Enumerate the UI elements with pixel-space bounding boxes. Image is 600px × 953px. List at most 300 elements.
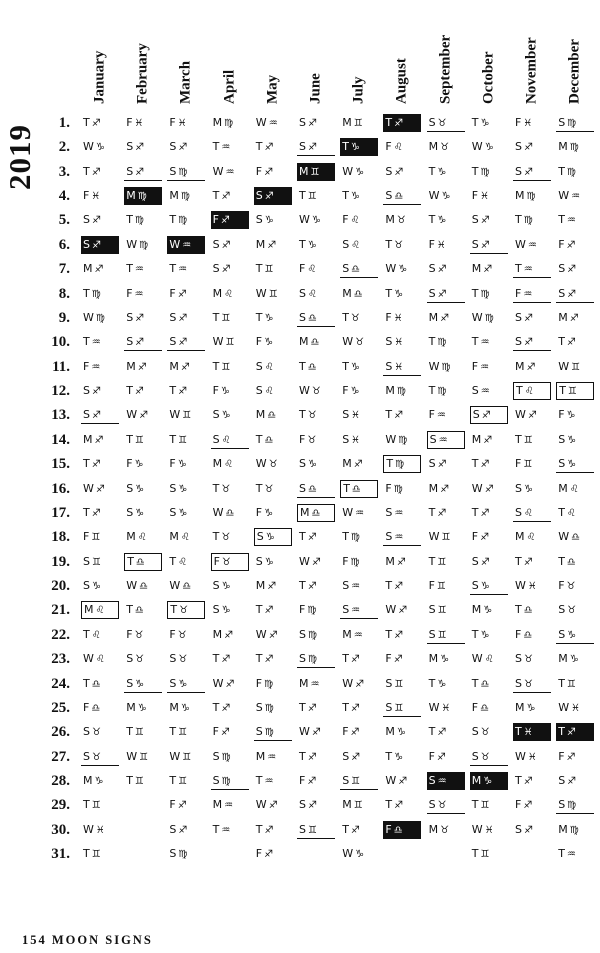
weekday-letter: T: [299, 579, 306, 593]
zodiac-sign-icon: ♎: [311, 507, 321, 519]
weekday-letter: F: [299, 262, 306, 276]
zodiac-sign-icon: ♊: [437, 605, 447, 617]
weekday-letter: W: [126, 408, 138, 422]
weekday-letter: S: [212, 432, 220, 446]
weekday-letter: S: [385, 164, 393, 178]
moon-sign-cell: [124, 772, 162, 790]
weekday-letter: F: [558, 237, 565, 251]
weekday-letter: S: [299, 481, 306, 495]
moon-sign-cell: [124, 577, 162, 595]
moon-sign-cell: [124, 748, 162, 766]
weekday-letter: S: [256, 530, 264, 544]
moon-sign-cell: [556, 601, 594, 619]
zodiac-sign-icon: ♐: [264, 654, 274, 666]
zodiac-sign-icon: ♑: [135, 483, 145, 495]
zodiac-sign-icon: ♒: [134, 264, 144, 276]
weekday-letter: W: [126, 749, 138, 763]
weekday-letter: W: [169, 749, 181, 763]
weekday-letter: T: [169, 432, 177, 446]
moon-sign-cell: [167, 528, 205, 546]
moon-sign-cell: [167, 553, 205, 571]
weekday-letter: S: [515, 505, 522, 519]
moon-sign-cell: [513, 382, 551, 400]
zodiac-sign-icon: ♐: [566, 751, 576, 763]
weekday-letter: T: [255, 262, 263, 276]
day-number: 31.: [51, 846, 70, 863]
zodiac-sign-icon: ♉: [268, 459, 278, 471]
weekday-letter: W: [428, 359, 440, 373]
moon-sign-cell: [513, 601, 551, 619]
moon-sign-cell: [297, 577, 335, 595]
moon-sign-cell: [427, 114, 465, 132]
weekday-letter: M: [428, 652, 439, 666]
zodiac-sign-icon: ♍: [398, 434, 408, 446]
weekday-letter: S: [342, 579, 350, 593]
moon-sign-cell: [211, 699, 249, 717]
moon-sign-cell: [470, 650, 508, 668]
moon-sign-cell: [254, 699, 292, 717]
zodiac-sign-icon: ♒: [221, 824, 231, 836]
moon-sign-cell: [427, 723, 465, 741]
weekday-letter: W: [385, 262, 397, 276]
moon-sign-cell: [513, 285, 551, 303]
weekday-letter: F: [212, 384, 219, 398]
weekday-letter: S: [558, 116, 566, 129]
zodiac-sign-icon: ♑: [134, 459, 144, 471]
weekday-letter: T: [428, 725, 436, 739]
zodiac-sign-icon: ♍: [178, 166, 188, 178]
zodiac-sign-icon: ♒: [91, 361, 101, 373]
zodiac-sign-icon: ♎: [267, 410, 277, 422]
zodiac-sign-icon: ♑: [567, 459, 577, 471]
weekday-letter: T: [428, 384, 436, 398]
day-number: 25.: [51, 699, 70, 716]
moon-sign-cell: [340, 553, 378, 571]
moon-sign-cell: [81, 675, 119, 693]
day-number: 4.: [58, 188, 70, 205]
weekday-letter: T: [386, 457, 394, 471]
moon-sign-cell: [211, 553, 249, 571]
zodiac-sign-icon: ♊: [480, 849, 490, 861]
weekday-letter: T: [299, 359, 306, 373]
moon-sign-cell: [340, 821, 378, 839]
moon-sign-cell: [124, 236, 162, 254]
zodiac-sign-icon: ♐: [437, 288, 447, 300]
moon-sign-cell: [81, 163, 119, 181]
zodiac-sign-icon: ♊: [310, 166, 320, 178]
weekday-letter: S: [169, 652, 177, 666]
zodiac-sign-icon: ♐: [523, 800, 533, 812]
moon-sign-cell: [124, 285, 162, 303]
moon-sign-cell: [383, 601, 421, 619]
zodiac-sign-icon: ♍: [526, 191, 536, 203]
zodiac-sign-icon: ♉: [566, 581, 576, 593]
month-header-december: [563, 8, 587, 104]
moon-sign-cell: [513, 406, 551, 424]
weekday-letter: M: [342, 286, 352, 300]
weekday-letter: F: [515, 116, 522, 129]
zodiac-sign-icon: ♍: [437, 337, 447, 349]
weekday-letter: M: [515, 700, 525, 714]
zodiac-sign-icon: ♊: [221, 312, 231, 324]
zodiac-sign-icon: ♑: [526, 702, 536, 714]
section-title: MOON SIGNS: [51, 933, 153, 947]
zodiac-sign-icon: ♑: [350, 386, 360, 398]
zodiac-sign-icon: ♐: [396, 556, 406, 568]
moon-sign-cell: [427, 333, 465, 351]
zodiac-sign-icon: ♓: [91, 191, 101, 203]
moon-sign-cell: [81, 821, 119, 839]
zodiac-sign-icon: ♐: [91, 459, 101, 471]
moon-sign-cell: [513, 236, 551, 254]
weekday-letter: M: [385, 554, 395, 568]
moon-sign-cell: [513, 114, 551, 132]
weekday-letter: W: [515, 408, 526, 422]
weekday-letter: T: [342, 140, 349, 154]
weekday-letter: S: [212, 408, 220, 422]
weekday-letter: T: [471, 627, 479, 641]
weekday-letter: M: [255, 749, 266, 763]
moon-sign-cell: [124, 455, 162, 473]
moon-sign-cell: [383, 748, 421, 766]
zodiac-sign-icon: ♎: [571, 532, 581, 544]
zodiac-sign-icon: ♊: [182, 751, 192, 763]
weekday-letter: W: [169, 237, 181, 251]
zodiac-sign-icon: ♍: [393, 483, 403, 495]
weekday-letter: S: [385, 189, 393, 203]
moon-sign-cell: [297, 236, 335, 254]
weekday-letter: T: [515, 773, 522, 787]
zodiac-sign-icon: ♌: [566, 507, 576, 519]
zodiac-sign-icon: ♑: [355, 849, 365, 861]
zodiac-sign-icon: ♐: [355, 678, 365, 690]
zodiac-sign-icon: ♊: [139, 751, 149, 763]
weekday-letter: T: [471, 457, 479, 471]
zodiac-sign-icon: ♐: [268, 629, 278, 641]
moon-sign-cell: [556, 748, 594, 766]
day-number: 27.: [51, 748, 70, 765]
weekday-letter: F: [169, 457, 176, 471]
zodiac-sign-icon: ♐: [480, 532, 490, 544]
zodiac-sign-icon: ♐: [220, 215, 230, 227]
day-number: 17.: [51, 504, 70, 521]
moon-sign-cell: [556, 455, 594, 473]
moon-sign-cell: [254, 455, 292, 473]
day-number: 13.: [51, 407, 70, 424]
moon-sign-cell: [340, 114, 378, 132]
zodiac-sign-icon: ♊: [523, 434, 533, 446]
weekday-letter: F: [385, 481, 392, 495]
zodiac-sign-icon: ♒: [351, 605, 361, 617]
zodiac-sign-icon: ♑: [135, 507, 145, 519]
moon-sign-cell: [254, 285, 292, 303]
moon-sign-cell: [297, 504, 335, 522]
moon-sign-cell: [383, 163, 421, 181]
zodiac-sign-icon: ♒: [480, 337, 490, 349]
zodiac-sign-icon: ♐: [567, 264, 577, 276]
zodiac-sign-icon: ♓: [527, 751, 537, 763]
zodiac-sign-icon: ♑: [177, 459, 187, 471]
zodiac-sign-icon: ♊: [91, 849, 101, 861]
zodiac-sign-icon: ♓: [523, 727, 533, 739]
moon-sign-cell: [124, 723, 162, 741]
moon-sign-cell: [556, 309, 594, 327]
weekday-letter: M: [471, 603, 482, 617]
zodiac-sign-icon: ♌: [224, 288, 234, 300]
moon-sign-cell: [513, 333, 551, 351]
zodiac-sign-icon: ♑: [398, 264, 408, 276]
zodiac-sign-icon: ♉: [221, 556, 231, 568]
zodiac-sign-icon: ♓: [351, 434, 361, 446]
moon-sign-cell: [211, 723, 249, 741]
moon-sign-cell: [81, 553, 119, 571]
moon-sign-cell: [513, 163, 551, 181]
month-label: September: [437, 34, 454, 104]
day-number: 18.: [51, 529, 70, 546]
moon-sign-cell: [297, 675, 335, 693]
moon-sign-cell: [427, 504, 465, 522]
moon-sign-cell: [297, 796, 335, 814]
moon-sign-cell: [383, 796, 421, 814]
weekday-letter: T: [212, 530, 220, 544]
moon-sign-cell: [167, 723, 205, 741]
weekday-letter: W: [212, 164, 224, 178]
zodiac-sign-icon: ♐: [440, 312, 450, 324]
moon-sign-cell: [340, 626, 378, 644]
weekday-letter: M: [169, 189, 179, 203]
zodiac-sign-icon: ♊: [351, 775, 361, 787]
weekday-letter: W: [385, 773, 397, 787]
weekday-letter: F: [471, 530, 479, 544]
weekday-letter: T: [342, 652, 349, 666]
zodiac-sign-icon: ♐: [350, 702, 360, 714]
weekday-letter: T: [212, 359, 220, 373]
zodiac-sign-icon: ♉: [394, 239, 404, 251]
moon-sign-cell: [383, 723, 421, 741]
weekday-letter: S: [126, 652, 134, 666]
weekday-letter: M: [342, 457, 352, 471]
weekday-letter: S: [471, 384, 479, 398]
zodiac-sign-icon: ♐: [351, 751, 361, 763]
moon-sign-cell: [340, 333, 378, 351]
moon-sign-cell: [254, 821, 292, 839]
weekday-letter: T: [299, 749, 306, 763]
weekday-letter: W: [299, 384, 310, 398]
moon-sign-cell: [513, 211, 551, 229]
moon-sign-cell: [81, 358, 119, 376]
moon-sign-cell: [556, 723, 594, 741]
zodiac-sign-icon: ♌: [307, 288, 317, 300]
weekday-letter: M: [169, 700, 179, 714]
zodiac-sign-icon: ♐: [437, 459, 447, 471]
month-header-march: [174, 8, 198, 104]
zodiac-sign-icon: ♐: [567, 288, 577, 300]
moon-sign-cell: [124, 260, 162, 278]
zodiac-sign-icon: ♑: [569, 654, 579, 666]
moon-sign-cell: [340, 601, 378, 619]
month-header-april: [218, 8, 242, 104]
moon-sign-cell: [254, 114, 292, 132]
weekday-letter: F: [255, 335, 263, 349]
moon-sign-cell: [340, 675, 378, 693]
weekday-letter: W: [471, 310, 483, 324]
zodiac-sign-icon: ♐: [566, 239, 576, 251]
weekday-letter: T: [83, 847, 90, 861]
zodiac-sign-icon: ♒: [178, 264, 188, 276]
month-label: April: [221, 69, 238, 104]
moon-sign-cell: [167, 187, 205, 205]
moon-sign-cell: [470, 577, 508, 595]
weekday-letter: F: [83, 359, 90, 373]
weekday-letter: T: [83, 676, 90, 690]
zodiac-sign-icon: ♎: [480, 702, 490, 714]
weekday-letter: S: [471, 213, 479, 227]
weekday-letter: T: [299, 237, 306, 251]
moon-sign-cell: [340, 211, 378, 229]
zodiac-sign-icon: ♍: [566, 166, 576, 178]
zodiac-sign-icon: ♑: [135, 678, 145, 690]
weekday-letter: W: [299, 725, 310, 739]
weekday-letter: T: [169, 262, 177, 276]
moon-sign-cell: [297, 699, 335, 717]
zodiac-sign-icon: ♊: [567, 386, 577, 398]
moon-sign-cell: [211, 528, 249, 546]
zodiac-sign-icon: ♑: [394, 288, 404, 300]
weekday-letter: S: [83, 554, 90, 568]
moon-sign-cell: [297, 358, 335, 376]
moon-sign-cell: [470, 309, 508, 327]
moon-sign-cell: [383, 553, 421, 571]
zodiac-sign-icon: ♌: [569, 483, 579, 495]
moon-sign-cell: [427, 675, 465, 693]
moon-sign-cell: [81, 723, 119, 741]
weekday-letter: T: [255, 481, 263, 495]
weekday-letter: S: [558, 773, 566, 787]
zodiac-sign-icon: ♐: [526, 361, 536, 373]
moon-sign-cell: [297, 406, 335, 424]
zodiac-sign-icon: ♑: [483, 605, 493, 617]
moon-sign-cell: [297, 455, 335, 473]
weekday-letter: M: [126, 700, 136, 714]
weekday-letter: S: [255, 725, 263, 739]
zodiac-sign-icon: ♑: [350, 142, 360, 154]
weekday-letter: S: [342, 603, 350, 617]
moon-sign-cell: [211, 601, 249, 619]
moon-sign-cell: [470, 675, 508, 693]
weekday-letter: W: [428, 530, 440, 544]
weekday-letter: S: [428, 773, 436, 787]
zodiac-sign-icon: ♒: [480, 386, 490, 398]
moon-sign-cell: [167, 358, 205, 376]
zodiac-sign-icon: ♉: [135, 654, 145, 666]
weekday-letter: S: [515, 481, 522, 495]
weekday-letter: S: [299, 652, 306, 666]
weekday-letter: S: [255, 189, 263, 203]
weekday-letter: T: [428, 213, 436, 227]
weekday-letter: M: [471, 773, 482, 787]
zodiac-sign-icon: ♍: [569, 142, 579, 154]
moon-sign-cell: [556, 163, 594, 181]
zodiac-sign-icon: ♌: [178, 556, 188, 568]
weekday-letter: T: [255, 652, 263, 666]
moon-sign-cell: [556, 260, 594, 278]
moon-sign-cell: [211, 211, 249, 229]
moon-sign-cell: [167, 285, 205, 303]
weekday-letter: F: [83, 700, 90, 714]
moon-sign-cell: [556, 382, 594, 400]
zodiac-sign-icon: ♌: [95, 605, 105, 617]
moon-sign-cell: [211, 114, 249, 132]
weekday-letter: S: [558, 627, 566, 641]
weekday-letter: T: [255, 603, 263, 617]
weekday-letter: M: [83, 262, 93, 276]
weekday-letter: T: [342, 822, 349, 836]
weekday-letter: W: [255, 286, 267, 300]
weekday-letter: M: [558, 140, 568, 154]
weekday-letter: S: [169, 505, 177, 519]
weekday-letter: F: [558, 749, 565, 763]
moon-sign-cell: [124, 699, 162, 717]
moon-sign-cell: [167, 382, 205, 400]
zodiac-sign-icon: ♒: [437, 775, 447, 787]
zodiac-sign-icon: ♐: [178, 142, 188, 154]
moon-sign-cell: [81, 772, 119, 790]
zodiac-sign-icon: ♐: [567, 775, 577, 787]
moon-sign-cell: [211, 748, 249, 766]
moon-sign-cell: [340, 236, 378, 254]
zodiac-sign-icon: ♊: [437, 629, 447, 641]
zodiac-sign-icon: ♐: [394, 629, 404, 641]
weekday-letter: M: [471, 262, 482, 276]
zodiac-sign-icon: ♑: [137, 702, 147, 714]
moon-sign-cell: [427, 211, 465, 229]
zodiac-sign-icon: ♐: [135, 312, 145, 324]
moon-sign-cell: [81, 114, 119, 132]
moon-sign-cell: [340, 431, 378, 449]
zodiac-sign-icon: ♐: [135, 166, 145, 178]
zodiac-sign-icon: ♐: [91, 507, 101, 519]
zodiac-sign-icon: ♒: [268, 118, 278, 129]
moon-sign-cell: [124, 138, 162, 156]
moon-sign-cell: [297, 333, 335, 351]
page-number: 154: [22, 933, 47, 947]
zodiac-sign-icon: ♑: [264, 556, 274, 568]
moon-sign-cell: [124, 601, 162, 619]
weekday-letter: F: [342, 384, 349, 398]
weekday-letter: S: [299, 822, 306, 836]
zodiac-sign-icon: ♊: [178, 434, 188, 446]
weekday-letter: S: [212, 773, 220, 787]
moon-sign-cell: [211, 480, 249, 498]
moon-sign-cell: [513, 796, 551, 814]
moon-sign-cell: [556, 333, 594, 351]
moon-sign-cell: [81, 577, 119, 595]
zodiac-sign-icon: ♎: [307, 312, 317, 324]
zodiac-sign-icon: ♍: [350, 556, 360, 568]
weekday-letter: W: [342, 847, 354, 861]
moon-sign-cell: [124, 382, 162, 400]
zodiac-sign-icon: ♐: [91, 166, 101, 178]
day-number: 10.: [51, 334, 70, 351]
zodiac-sign-icon: ♐: [264, 849, 274, 861]
weekday-letter: W: [471, 822, 483, 836]
moon-sign-cell: [340, 382, 378, 400]
weekday-letter: M: [342, 116, 352, 129]
month-header-august: [390, 8, 414, 104]
moon-sign-cell: [211, 309, 249, 327]
moon-sign-cell: [427, 528, 465, 546]
zodiac-sign-icon: ♓: [134, 118, 144, 129]
